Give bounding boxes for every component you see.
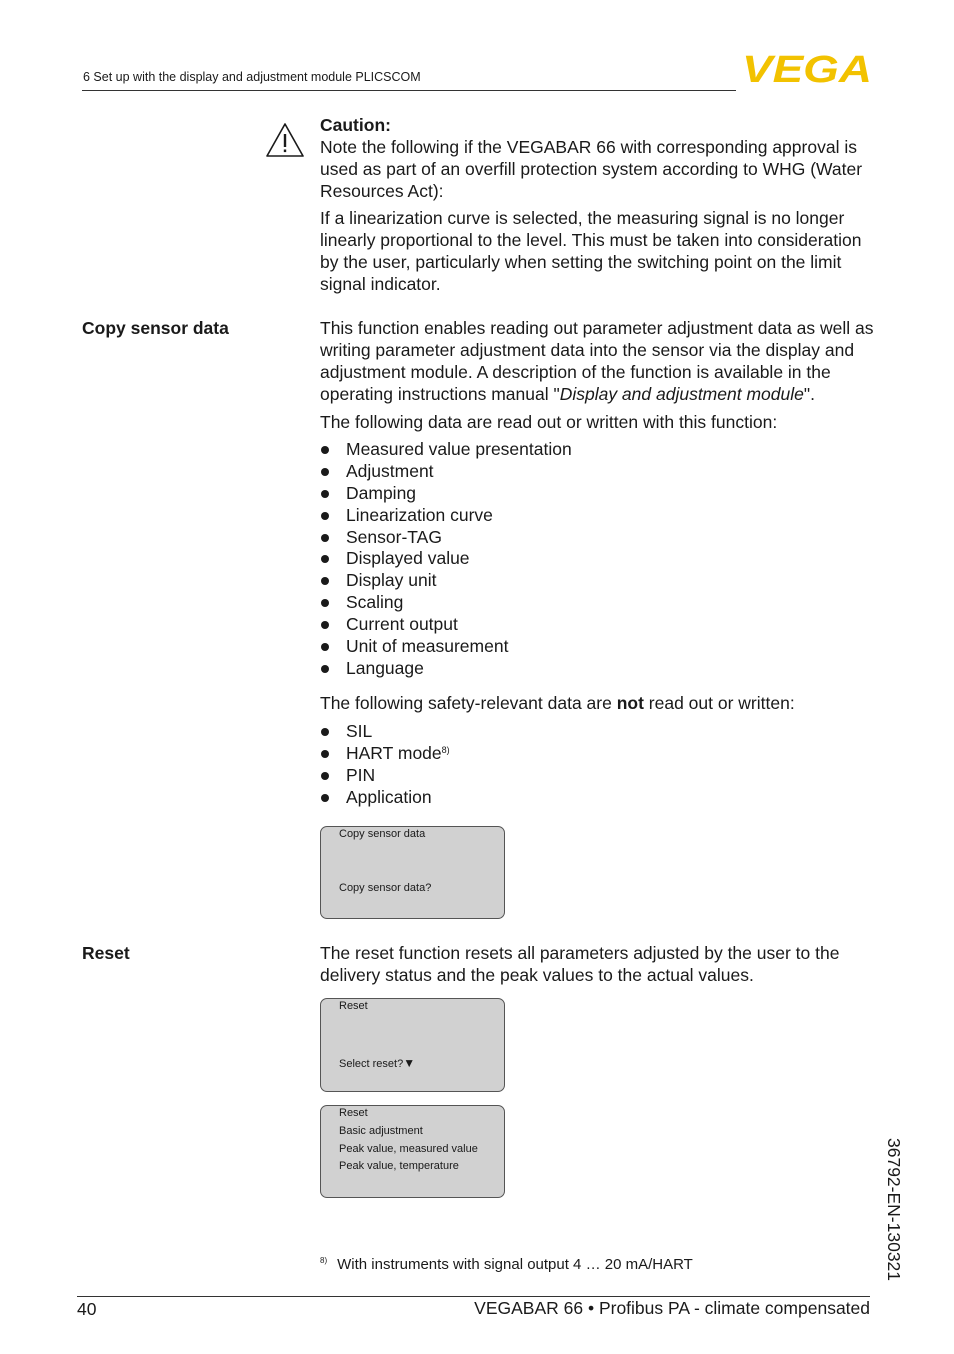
hart-mode-label: HART mode [346, 742, 442, 763]
reset-display [320, 998, 505, 1092]
manual-title: Display and adjustment module [559, 384, 804, 404]
display-prompt: Copy sensor data? [339, 882, 432, 894]
reset-description: The reset function resets all parameters adjusted by the user to the delivery status and the peak values to the actual values. [320, 943, 840, 985]
list-item: Language [320, 658, 572, 680]
caution-block [320, 114, 880, 202]
copy-sensor-intro [320, 317, 880, 405]
warning-triangle-icon [265, 122, 305, 158]
document-title: VEGABAR 66 • Profibus PA - climate compensated [474, 1298, 870, 1318]
list-item [320, 743, 450, 765]
caution-paragraph-2: If a linearization curve is selected, the measuring signal is no longer linearly proportional to the level. This must be taken into consideration by the user, particularly when setting the switching point on the limit signal indicator. [320, 208, 862, 294]
list-item: Damping [320, 483, 572, 505]
reset-options-display [320, 1105, 505, 1198]
select-reset-prompt: Select reset? [339, 1058, 404, 1070]
footnote-mark: 8) [320, 1256, 328, 1265]
list-item: Scaling [320, 592, 572, 614]
document-code: 36792-EN-130321 [884, 1138, 904, 1282]
copy-sensor-list-intro: The following data are read out or written with this function: [320, 412, 778, 432]
list-item: Sensor-TAG [320, 527, 572, 549]
not-copied-intro-end: read out or written: [643, 693, 795, 713]
display-menu-title: Copy sensor data [339, 828, 426, 840]
vega-logo [742, 52, 872, 84]
copied-data-list [320, 439, 572, 680]
chevron-down-icon: ▼ [403, 1056, 416, 1070]
reset-option: Peak value, temperature [339, 1160, 459, 1172]
footer-divider [77, 1296, 870, 1297]
display-menu-title: Reset [339, 1000, 368, 1012]
copy-sensor-intro-text: This function enables reading out parameter adjustment data as well as writing parameter adjustment data into the sensor via the display and adjustment module. A description of the function is available in the operating instructions manual " [320, 318, 874, 404]
footnote-text: With instruments with signal output 4 … 20 mA/HART [337, 1256, 693, 1273]
copy-sensor-intro-end: ". [803, 384, 815, 404]
list-item: Displayed value [320, 548, 572, 570]
reset-option: Peak value, measured value [339, 1143, 478, 1155]
list-item: Adjustment [320, 461, 572, 483]
list-item: PIN [320, 765, 450, 787]
footnote [320, 1256, 693, 1273]
display-prompt [339, 1056, 415, 1070]
header-divider [82, 90, 736, 91]
footnote-ref: 8) [441, 744, 450, 755]
logo-wordmark: VEGA [742, 52, 872, 84]
not-copied-list [320, 721, 450, 809]
list-item: Measured value presentation [320, 439, 572, 461]
list-item: Linearization curve [320, 505, 572, 527]
not-copied-intro [320, 692, 880, 714]
section-header: 6 Set up with the display and adjustment module PLICSCOM [83, 70, 421, 84]
list-item: Current output [320, 614, 572, 636]
caution-paragraph-1: Note the following if the VEGABAR 66 with corresponding approval is used as part of an overfill protection system according to WHG (Water Resources Act): [320, 137, 863, 201]
reset-heading: Reset [82, 943, 130, 963]
copy-sensor-heading: Copy sensor data [82, 318, 229, 338]
reset-option: Basic adjustment [339, 1125, 423, 1137]
not-copied-intro-text: The following safety-relevant data are [320, 693, 617, 713]
copy-sensor-display [320, 826, 505, 919]
list-item: Display unit [320, 570, 572, 592]
list-item: Unit of measurement [320, 636, 572, 658]
display-menu-title: Reset [339, 1107, 368, 1119]
caution-title: Caution: [320, 115, 391, 135]
page-number: 40 [77, 1299, 97, 1319]
list-item: SIL [320, 721, 450, 743]
list-item: Application [320, 787, 450, 809]
not-emphasis: not [616, 693, 644, 713]
